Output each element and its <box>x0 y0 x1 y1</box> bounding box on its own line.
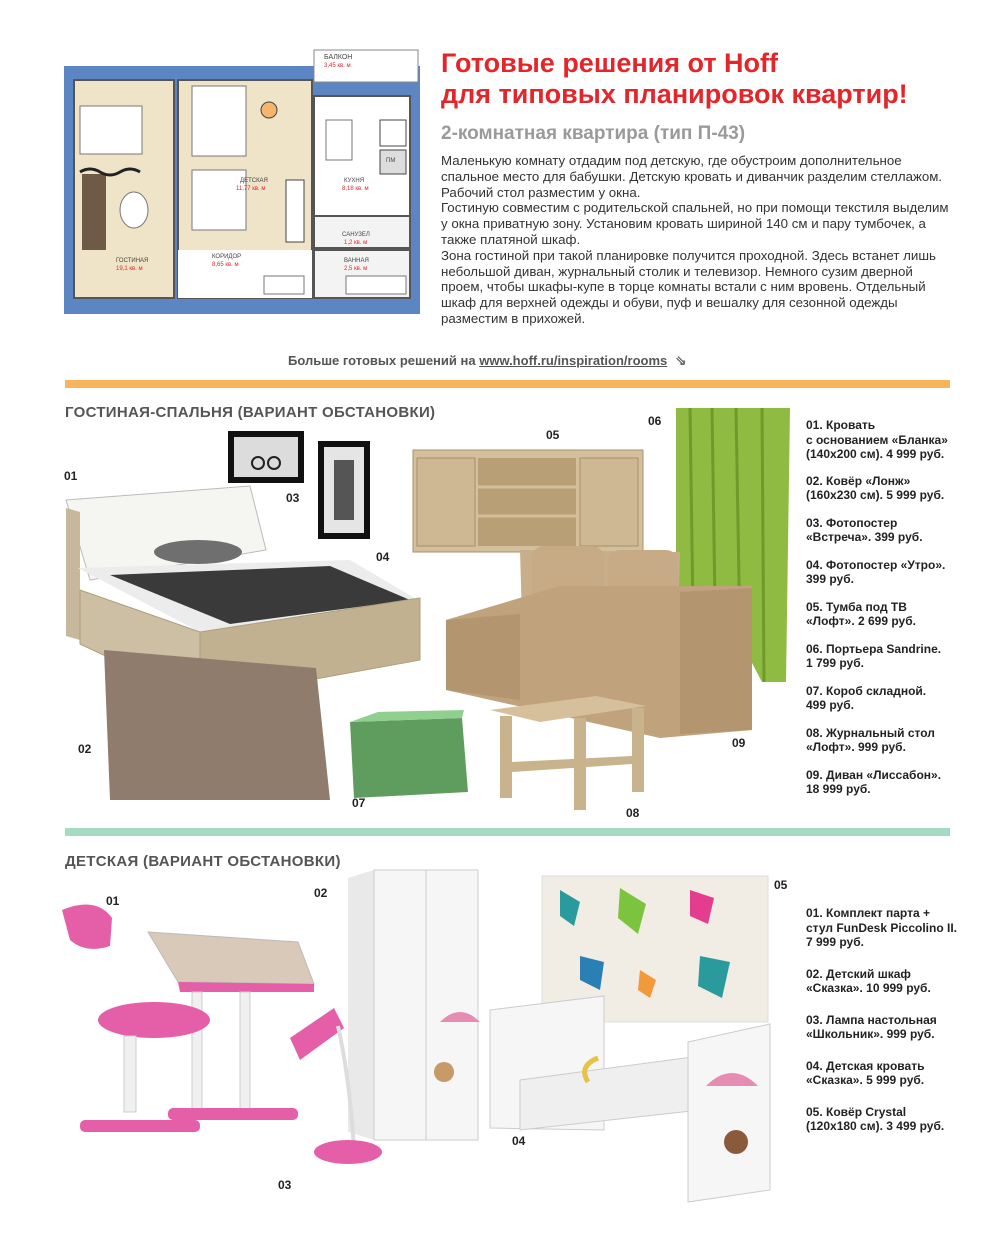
kids-bed-skazka <box>490 996 770 1202</box>
kids-room-product-list <box>806 906 991 1134</box>
plan-area-wc: 1,2 кв. м <box>344 240 368 246</box>
item-number-06: 06 <box>648 414 662 428</box>
item-number-08: 08 <box>626 806 640 820</box>
item-number-03: 03 <box>286 491 300 505</box>
rug-lonzh <box>104 650 330 800</box>
living-bedroom-product-list <box>806 418 991 797</box>
plan-label-kids: ДЕТСКАЯ <box>240 178 268 184</box>
section-title-kids-room: ДЕТСКАЯ (ВАРИАНТ ОБСТАНОВКИ) <box>65 853 341 870</box>
headline-line-1: Готовые решения от Hoff <box>441 48 779 78</box>
kids-item-number-04: 04 <box>512 1134 526 1148</box>
plan-area-living: 19,1 кв. м <box>116 266 143 272</box>
item-number-02: 02 <box>78 742 92 756</box>
plan-area-balcony: 3,45 кв. м <box>324 63 351 69</box>
plan-label-balcony: БАЛКОН <box>324 54 353 61</box>
headline-line-2: для типовых планировок квартир! <box>441 79 908 109</box>
section-divider-green <box>65 828 950 836</box>
product-item-05: 05. Тумба под ТВ «Лофт». 2 699 руб. <box>806 599 916 628</box>
product-item-07: 07. Короб складной. 499 руб. <box>806 683 927 712</box>
item-number-09: 09 <box>732 736 746 750</box>
product-item-08: 08. Журнальный стол «Лофт». 999 руб. <box>806 725 935 754</box>
kids-product-item-05: 05. Ковёр Crystal (120x180 см). 3 499 руб. <box>806 1104 945 1133</box>
floor-plan <box>64 50 420 314</box>
more-solutions-line <box>288 352 687 369</box>
kids-item-number-05: 05 <box>774 878 788 892</box>
section-divider-orange <box>65 380 950 388</box>
plan-label-kitchen: КУХНЯ <box>344 178 365 184</box>
plan-area-bath: 2,5 кв. м <box>344 266 368 272</box>
item-number-01: 01 <box>64 469 78 483</box>
product-item-02: 02. Ковёр «Лонж» (160x230 см). 5 999 руб. <box>806 473 945 502</box>
cursor-arrow-icon: ⇘ <box>674 352 687 368</box>
plan-area-kitchen: 8,18 кв. м <box>342 186 369 192</box>
intro-paragraph-1: Маленькую комнату отдадим под детскую, где обустроим дополнительное спальное место для бабушки. Детскую кровать и диванчик разделим стеллажом. Рабочий стол разместим у окна. <box>441 153 943 200</box>
product-item-09: 09. Диван «Лиссабон». 18 999 руб. <box>806 767 942 796</box>
plan-label-corridor: КОРИДОР <box>212 254 242 260</box>
more-solutions-link[interactable]: www.hoff.ru/inspiration/rooms <box>479 353 668 368</box>
kids-product-item-02: 02. Детский шкаф «Сказка». 10 999 руб. <box>806 966 931 995</box>
intro-text <box>441 153 953 327</box>
subheadline: 2-комнатная квартира (тип П-43) <box>441 123 746 144</box>
product-item-03: 03. Фотопостер «Встреча». 399 руб. <box>806 515 923 544</box>
plan-label-living: ГОСТИНАЯ <box>116 258 149 264</box>
product-item-04: 04. Фотопостер «Утро». 399 руб. <box>806 557 946 586</box>
product-item-06: 06. Портьера Sandrine. 1 799 руб. <box>806 641 942 670</box>
plan-label-wc: САНУЗЕЛ <box>342 232 370 238</box>
plan-area-corridor: 8,65 кв. м <box>212 262 239 268</box>
kids-item-number-03: 03 <box>278 1178 292 1192</box>
intro-paragraph-3: Зона гостиной при такой планировке получится проходной. Здесь встанет лишь небольшой диван, журнальный столик и телевизор. Немного сузим дверной проем, чтобы шкафы-купе в торце комнаты встали с ним вровень. Отдельный шкаф для верхней одежды и обуви, пуф и вешалку для сезонной одежды разместим в прихожей. <box>441 247 936 326</box>
headline <box>441 48 981 110</box>
kids-product-item-01: 01. Комплект парта + стул FunDesk Piccolino II. 7 999 руб. <box>806 906 958 949</box>
item-number-05: 05 <box>546 428 560 442</box>
desk-chair-fundesk <box>62 905 314 1132</box>
item-number-07: 07 <box>352 796 366 810</box>
photo-poster-vstrecha <box>228 431 304 483</box>
kids-wardrobe-skazka <box>348 870 480 1140</box>
section-title-living-bedroom: ГОСТИНАЯ-СПАЛЬНЯ (ВАРИАНТ ОБСТАНОВКИ) <box>65 404 436 421</box>
kids-product-item-04: 04. Детская кровать «Сказка». 5 999 руб. <box>806 1058 925 1087</box>
intro-paragraph-2: Гостиную совместим с родительской спальней, но при помощи текстиля выделим у окна приватную зону. Установим кровать шириной 140 см и пару тумбочек, а также платяной шкаф. <box>441 200 949 247</box>
kids-item-number-02: 02 <box>314 886 328 900</box>
product-item-01: 01. Кровать с основанием «Бланка» (140x200 см). 4 999 руб. <box>806 418 948 461</box>
item-number-04: 04 <box>376 550 390 564</box>
kids-product-item-03: 03. Лампа настольная «Школьник». 999 руб. <box>806 1012 937 1041</box>
more-solutions-text: Больше готовых решений на <box>288 353 476 368</box>
storage-box <box>350 710 468 798</box>
tv-stand-loft <box>413 450 643 552</box>
plan-label-fridge: ПМ <box>386 158 396 164</box>
plan-area-kids: 11,77 кв. м <box>236 186 266 192</box>
kids-item-number-01: 01 <box>106 894 120 908</box>
plan-label-bath: ВАННАЯ <box>344 258 369 264</box>
photo-poster-utro <box>318 441 370 539</box>
